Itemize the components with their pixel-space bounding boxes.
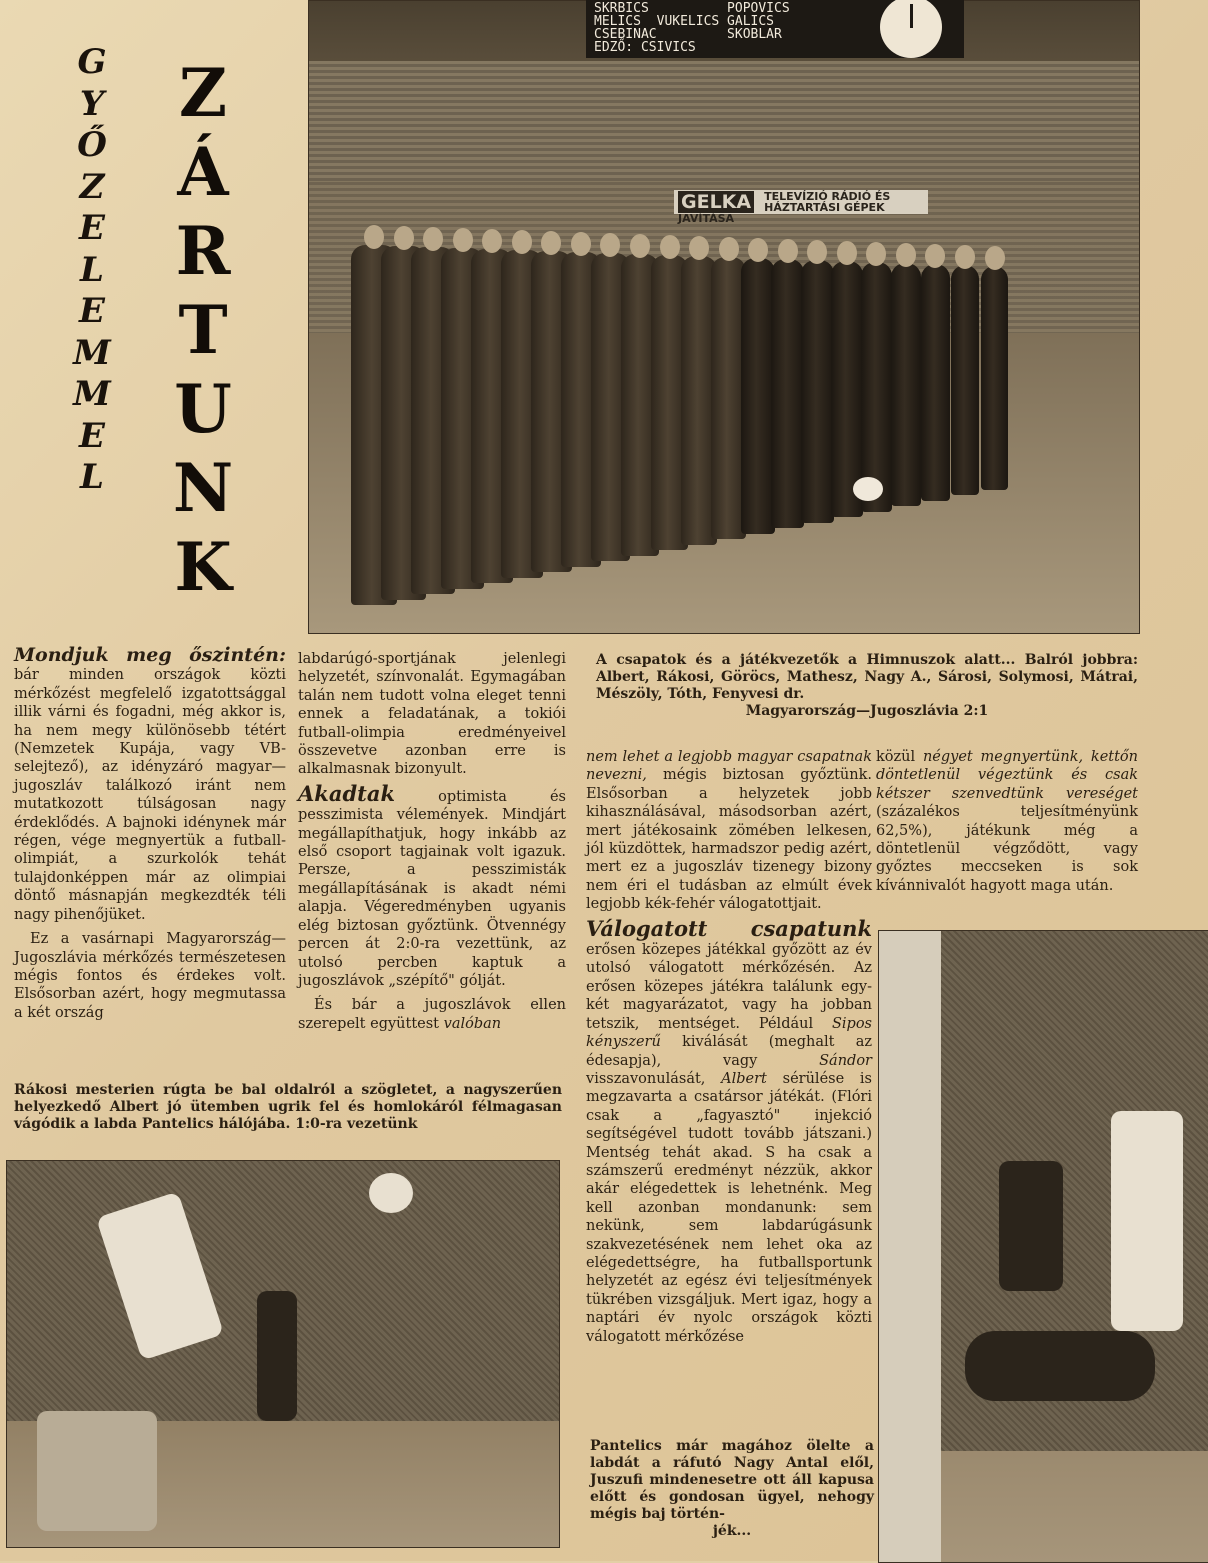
banner-line: HÁZTARTÁSI GÉPEK JAVÍTÁSA bbox=[678, 201, 885, 225]
goalkeeper-photo bbox=[878, 930, 1208, 1563]
paragraph: sérülése is megzavarta a csatársor játékát. (Flóri csak a „fagyasztó" injekció segítségével tudott tovább játszani.) Mentség tehát akad. S ha csak a számszerű eredményt nézzük, akkor akár elégedettek is lehetnénk. Meg kell azonban mondanunk: sem nekünk, sem labdarúgásunk szakvezetésének nem lehet oka az elégedettségre, ha futballsportunk helyzetét az egész évi teljesítmények tükrében vizsgáljuk. Mert igaz, hogy a naptári év nyolc országok közti válogatott mérkőzése bbox=[586, 1070, 872, 1345]
subheading: Akadtak bbox=[298, 780, 395, 806]
player-silhouette bbox=[891, 263, 921, 506]
scoreboard-line: SKRBICS POPOVICS bbox=[594, 1, 790, 16]
player-silhouette bbox=[951, 265, 979, 495]
stadium-stand bbox=[309, 61, 1139, 181]
title-letter: M bbox=[73, 374, 111, 414]
player-silhouette bbox=[801, 260, 834, 523]
goal-post bbox=[879, 931, 941, 1562]
title-letter: K bbox=[174, 528, 232, 606]
title-letter: L bbox=[80, 249, 104, 290]
italic-phrase: négyet megnyertünk, kettőn döntetlenül végeztünk és csak kétszer szenvedtünk vereséget bbox=[876, 749, 1139, 802]
scoreboard-line: MELICS VUKELICS GALICS bbox=[594, 14, 775, 29]
title-letter: E bbox=[79, 415, 105, 456]
photo-caption-middle bbox=[14, 1082, 562, 1133]
player-silhouette bbox=[981, 266, 1008, 490]
title-letter: G bbox=[77, 42, 107, 82]
photo-caption-bottom bbox=[590, 1438, 874, 1540]
italic-phrase: Albert bbox=[721, 1070, 767, 1087]
italic-phrase: Sipos kényszerű bbox=[586, 1015, 872, 1051]
ball bbox=[853, 477, 883, 501]
title-letter: L bbox=[80, 457, 104, 497]
banner-line: TELEVÍZIÓ RÁDIÓ ÉS bbox=[764, 190, 891, 203]
paragraph: bár minden országok közti mérkőzést megfelelő izgatottsággal illik várni és fogadni, még akkor is, ha nem megy különösebb tétért (Nemzetek Kupája, vagy VB-selejtező), az idényzáró magyar—jugoszláv találkozó iránt nem mutatkozott túlságosan nagy érdeklődés. A bajnoki idénynek már régen, vége megnyertük a futball-olimpiát, a szurkolók tehát tulajdonképpen már az olimpiai döntő másnapján megkezdték téli nagy pihenőjüket. bbox=[14, 667, 286, 923]
title-letter: Ő bbox=[77, 125, 107, 165]
ball bbox=[369, 1173, 413, 1213]
title-letter: Y bbox=[79, 83, 105, 124]
title-letter: Á bbox=[177, 133, 229, 211]
italic-phrase: Sándor bbox=[819, 1052, 872, 1069]
player-silhouette bbox=[921, 264, 950, 501]
goalkeeper-figure bbox=[965, 1331, 1155, 1401]
title-letter: U bbox=[174, 370, 232, 448]
title-letter: E bbox=[79, 291, 105, 331]
title-letter: Z bbox=[178, 54, 228, 132]
banner-brand: GELKA bbox=[678, 191, 754, 213]
paragraph: optimista és pesszimista vélemények. Mindjárt megállapíthatjuk, hogy inkább az első csoport tagjainak volt igazuk. Persze, a pesszimisták megállapításának is akadt némi alapja. Végeredményben ugyanis elég biztosan győztünk. Ötvennégy percen át 2:0-ra vezettünk, az utolsó percben kaptuk a jugoszlávok „szépítő" gólját. bbox=[298, 788, 566, 989]
article-column-3 bbox=[586, 748, 872, 1346]
paragraph: visszavonulását, bbox=[586, 1070, 706, 1087]
player-figure bbox=[999, 1161, 1063, 1291]
advert-banner bbox=[674, 190, 928, 225]
italic-phrase: nem lehet a legjobb magyar csapatnak nevezni, bbox=[586, 749, 872, 784]
paragraph: mégis biztosan győztünk. Elsősorban a helyzetek jobb kihasználásával, másodsorban azért, mert játékosaink zömében lelkesen, jól küzdöttek, harmadszor pedig azért, mert ez a jugoszláv tizenegy bizony nem éri el tudásban az elmúlt évek legjobb kék-fehér válogatottjait. bbox=[586, 767, 872, 913]
lead-phrase: Mondjuk meg őszintén: bbox=[14, 644, 286, 666]
referee-figure bbox=[257, 1291, 297, 1421]
player-lineup bbox=[351, 215, 1051, 605]
article-column-2 bbox=[298, 650, 566, 1033]
paragraph: labdarúgó-sportjának jelenlegi helyzetét, színvonalát. Egymagában talán nem tudott volna eleget tenni ennek a feladatának, a tokiói futball-olimpia eredményeivel összevetve azonban erre is alkalmasnak bizonyult. bbox=[298, 651, 566, 778]
scoreboard bbox=[586, 0, 964, 58]
title-letter: R bbox=[175, 212, 231, 290]
paragraph: közül bbox=[876, 749, 916, 765]
italic-phrase: valóban bbox=[443, 1015, 502, 1032]
caption-result: Magyarország—Jugoszlávia 2:1 bbox=[745, 703, 989, 719]
player-figure bbox=[1111, 1111, 1183, 1331]
caption-text-end: jék... bbox=[712, 1523, 752, 1539]
scoreboard-line: EDZŐ: CSIVICS bbox=[594, 40, 696, 55]
player-silhouette bbox=[861, 262, 892, 512]
subheading: Válogatott csapatunk bbox=[586, 915, 872, 941]
title-letter: Z bbox=[79, 166, 105, 207]
paragraph: kiválását (meghalt az édesapja), vagy bbox=[586, 1034, 872, 1069]
title-letter: T bbox=[178, 291, 228, 369]
goalkeeper-figure bbox=[37, 1411, 157, 1531]
title-small-vertical bbox=[62, 42, 122, 499]
photo-caption-top bbox=[596, 652, 1138, 720]
paragraph: És bár a jugoszlávok ellen szerepelt együttest bbox=[298, 997, 566, 1032]
title-letter: M bbox=[73, 332, 111, 373]
player-silhouette bbox=[771, 259, 804, 528]
team-lineup-photo bbox=[308, 0, 1140, 634]
scoreboard-line: CSEBINAC SKOBLAR bbox=[594, 27, 782, 42]
paragraph: Ez a vasárnapi Magyarország—Jugoszlávia mérkőzés természetesen mégis fontos és érdekes volt. Elsősorban azért, hogy megmutassa a két ország bbox=[14, 931, 286, 1021]
caption-text: Rákosi mesterien rúgta be bal oldalról a szögletet, a nagyszerűen helyezkedő Albert jó ütemben ugrik fel és homlokáról félmagasan vágódik a labda Pantelics hálójába. 1:0-ra vezetünk bbox=[14, 1082, 562, 1132]
paragraph: (százalékos teljesítményünk 62,5%), játékunk még a döntetlenül végződött, vagy győztes meccseken is sok kívánnivalót hagyott maga után. bbox=[876, 804, 1138, 894]
title-letter: N bbox=[172, 449, 234, 527]
article-column-4 bbox=[876, 748, 1138, 895]
article-column-1 bbox=[14, 646, 286, 1022]
caption-text: Pantelics már magához ölelte a labdát a ráfutó Nagy Antal elől, Juszufi mindenesetre ott áll kapusa előtt és gondosan ügyel, nehogy mégis baj történ- bbox=[590, 1438, 874, 1522]
title-letter: E bbox=[79, 208, 105, 248]
paragraph: erősen közepes játékkal győzött az év utolsó válogatott mérkőzésén. Az erősen közepes játékra találunk egy-két magyarázatot, vagy ha jobban tetszik, mentséget. Például bbox=[586, 942, 872, 1032]
header-goal-photo bbox=[6, 1160, 560, 1548]
title-big-vertical bbox=[148, 54, 258, 607]
caption-text: A csapatok és a játékvezetők a Himnuszok alatt... Balról jobbra: Albert, Rákosi, Göröcs, Mathesz, Nagy A., Sárosi, Solymosi, Mátrai, Mészöly, Tóth, Fenyvesi dr. bbox=[596, 652, 1138, 702]
